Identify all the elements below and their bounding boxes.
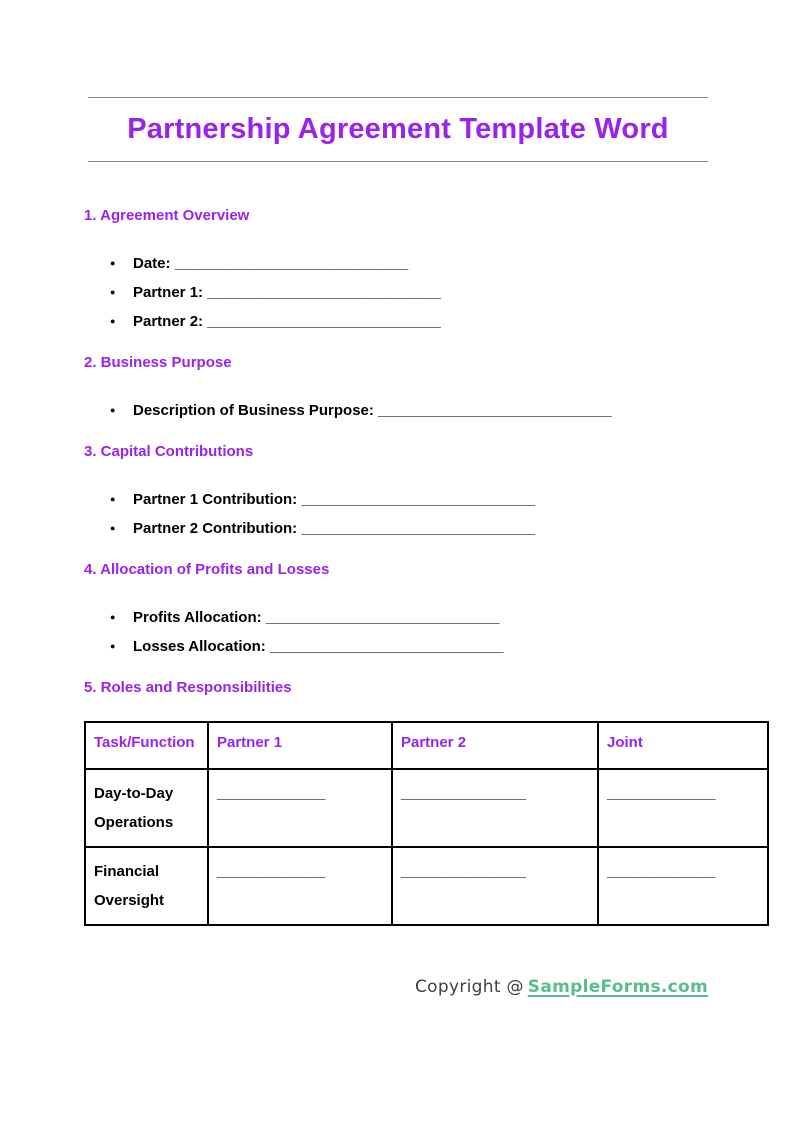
- fill-in-line: ____________________________: [269, 638, 504, 655]
- section-heading-agreement-overview: 1. Agreement Overview: [84, 207, 250, 224]
- partner-2-fill-cell: _______________: [392, 847, 598, 925]
- fill-in-line: ____________________________: [265, 609, 500, 626]
- list-item-description: [110, 396, 767, 425]
- table-header-task-function: Task/Function: [85, 722, 208, 769]
- task-cell: Financial Oversight: [85, 847, 208, 925]
- partner-1-fill-cell: _____________: [208, 769, 392, 847]
- fill-in-line: ____________________________: [301, 520, 535, 537]
- list-item-losses-allocation: [110, 632, 767, 661]
- field-label: Losses Allocation:: [133, 638, 270, 655]
- fill-in-line: ____________________________: [174, 255, 409, 272]
- list-item-partner-1-contribution: [110, 485, 767, 514]
- title-bottom-rule: [88, 161, 708, 162]
- field-label: Partner 2:: [133, 313, 208, 330]
- table-row-day-to-day-operations: [85, 769, 768, 847]
- allocation-list: [84, 603, 767, 661]
- field-label: Date:: [133, 255, 175, 272]
- bullet-icon: ●: [110, 494, 116, 504]
- bullet-icon: ●: [110, 316, 116, 326]
- list-item-partner-2-contribution: [110, 514, 767, 543]
- field-label: Description of Business Purpose:: [133, 402, 379, 419]
- table-row-financial-oversight: [85, 847, 768, 925]
- bullet-icon: ●: [110, 612, 116, 622]
- partner-1-fill-cell: _____________: [208, 847, 392, 925]
- table-header-partner-2: Partner 2: [392, 722, 598, 769]
- bullet-icon: ●: [110, 405, 116, 415]
- section-heading-allocation-profits-losses: 4. Allocation of Profits and Losses: [84, 561, 330, 578]
- list-item-partner-1: [110, 278, 767, 307]
- field-label: Partner 1 Contribution:: [133, 491, 302, 508]
- roles-responsibilities-table: [84, 721, 769, 926]
- sampleforms-link[interactable]: SampleForms.com: [527, 977, 708, 997]
- bullet-icon: ●: [110, 258, 116, 268]
- joint-fill-cell: _____________: [598, 769, 768, 847]
- fill-in-line: ____________________________: [207, 313, 441, 330]
- document-page: [0, 97, 802, 1129]
- partner-2-fill-cell: _______________: [392, 769, 598, 847]
- title-block: [88, 97, 708, 162]
- document-body: [84, 205, 767, 926]
- fill-in-line: ____________________________: [301, 491, 535, 508]
- capital-contributions-list: [84, 485, 767, 543]
- fill-in-line: ____________________________: [207, 284, 441, 301]
- copyright-text: Copyright @: [415, 977, 524, 997]
- list-item-profits-allocation: [110, 603, 767, 632]
- table-header-row: [85, 722, 768, 769]
- field-label: Profits Allocation:: [133, 609, 266, 626]
- table-header-partner-1: Partner 1: [208, 722, 392, 769]
- task-cell: Day-to-Day Operations: [85, 769, 208, 847]
- table-header-joint: Joint: [598, 722, 768, 769]
- section-heading-capital-contributions: 3. Capital Contributions: [84, 443, 254, 460]
- business-purpose-list: [84, 396, 767, 425]
- bullet-icon: ●: [110, 287, 116, 297]
- section-heading-business-purpose: 2. Business Purpose: [84, 354, 232, 371]
- field-label: Partner 2 Contribution:: [133, 520, 302, 537]
- fill-in-line: ____________________________: [378, 402, 612, 419]
- field-label: Partner 1:: [133, 284, 208, 301]
- joint-fill-cell: _____________: [598, 847, 768, 925]
- section-heading-roles-responsibilities: 5. Roles and Responsibilities: [84, 679, 292, 696]
- list-item-date: [110, 249, 767, 278]
- bullet-icon: ●: [110, 523, 116, 533]
- bullet-icon: ●: [110, 641, 116, 651]
- page-title: Partnership Agreement Template Word: [127, 113, 669, 145]
- list-item-partner-2: [110, 307, 767, 336]
- agreement-overview-list: [84, 249, 767, 336]
- footer: [0, 974, 708, 1000]
